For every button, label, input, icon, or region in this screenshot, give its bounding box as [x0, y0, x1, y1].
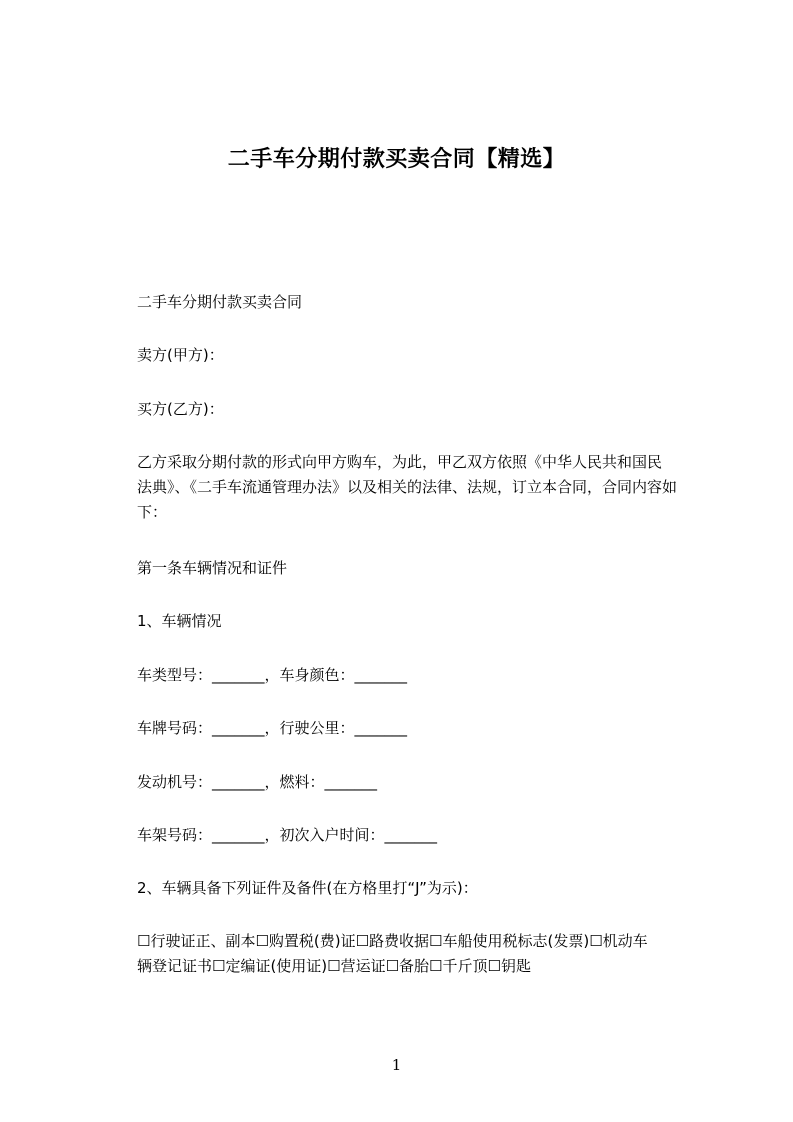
article-heading: 第一条车辆情况和证件 — [137, 559, 288, 577]
page-number: 1 — [391, 1056, 402, 1074]
vehicle-field-line: 车牌号码：_______，行驶公里：_______ — [137, 719, 408, 737]
vehicle-field-line: 车类型号：_______，车身颜色：_______ — [137, 666, 408, 684]
seller-line: 卖方(甲方)： — [137, 346, 224, 364]
intro-paragraph — [137, 450, 717, 525]
intro-line: 法典》、《二手车流通管理办法》以及相关的法律、法规，订立本合同，合同内容如 — [137, 478, 678, 496]
checklist-line: 辆登记证书☐定编证(使用证)☐营运证☐备胎☐千斤顶☐钥匙 — [137, 957, 531, 975]
vehicle-field-line: 车架号码：_______，初次入户时间：_______ — [137, 826, 438, 844]
section-heading: 1、车辆情况 — [137, 612, 222, 630]
intro-line: 乙方采取分期付款的形式向甲方购车，为此，甲乙双方依照《中华人民共和国民 — [137, 453, 663, 471]
section-heading: 2、车辆具备下列证件及备件(在方格里打“J”为示)： — [137, 879, 478, 897]
buyer-line: 买方(乙方)： — [137, 400, 224, 418]
document-title: 二手车分期付款买卖合同【精选】 — [227, 147, 566, 172]
document-checklist — [137, 929, 717, 979]
vehicle-field-line: 发动机号：_______，燃料：_______ — [137, 773, 378, 791]
intro-line: 下： — [137, 503, 168, 521]
checklist-line: ☐行驶证正、副本☐购置税(费)证☐路费收据☐车船使用税标志(发票)☐机动车 — [137, 932, 648, 950]
contract-name: 二手车分期付款买卖合同 — [137, 293, 303, 311]
